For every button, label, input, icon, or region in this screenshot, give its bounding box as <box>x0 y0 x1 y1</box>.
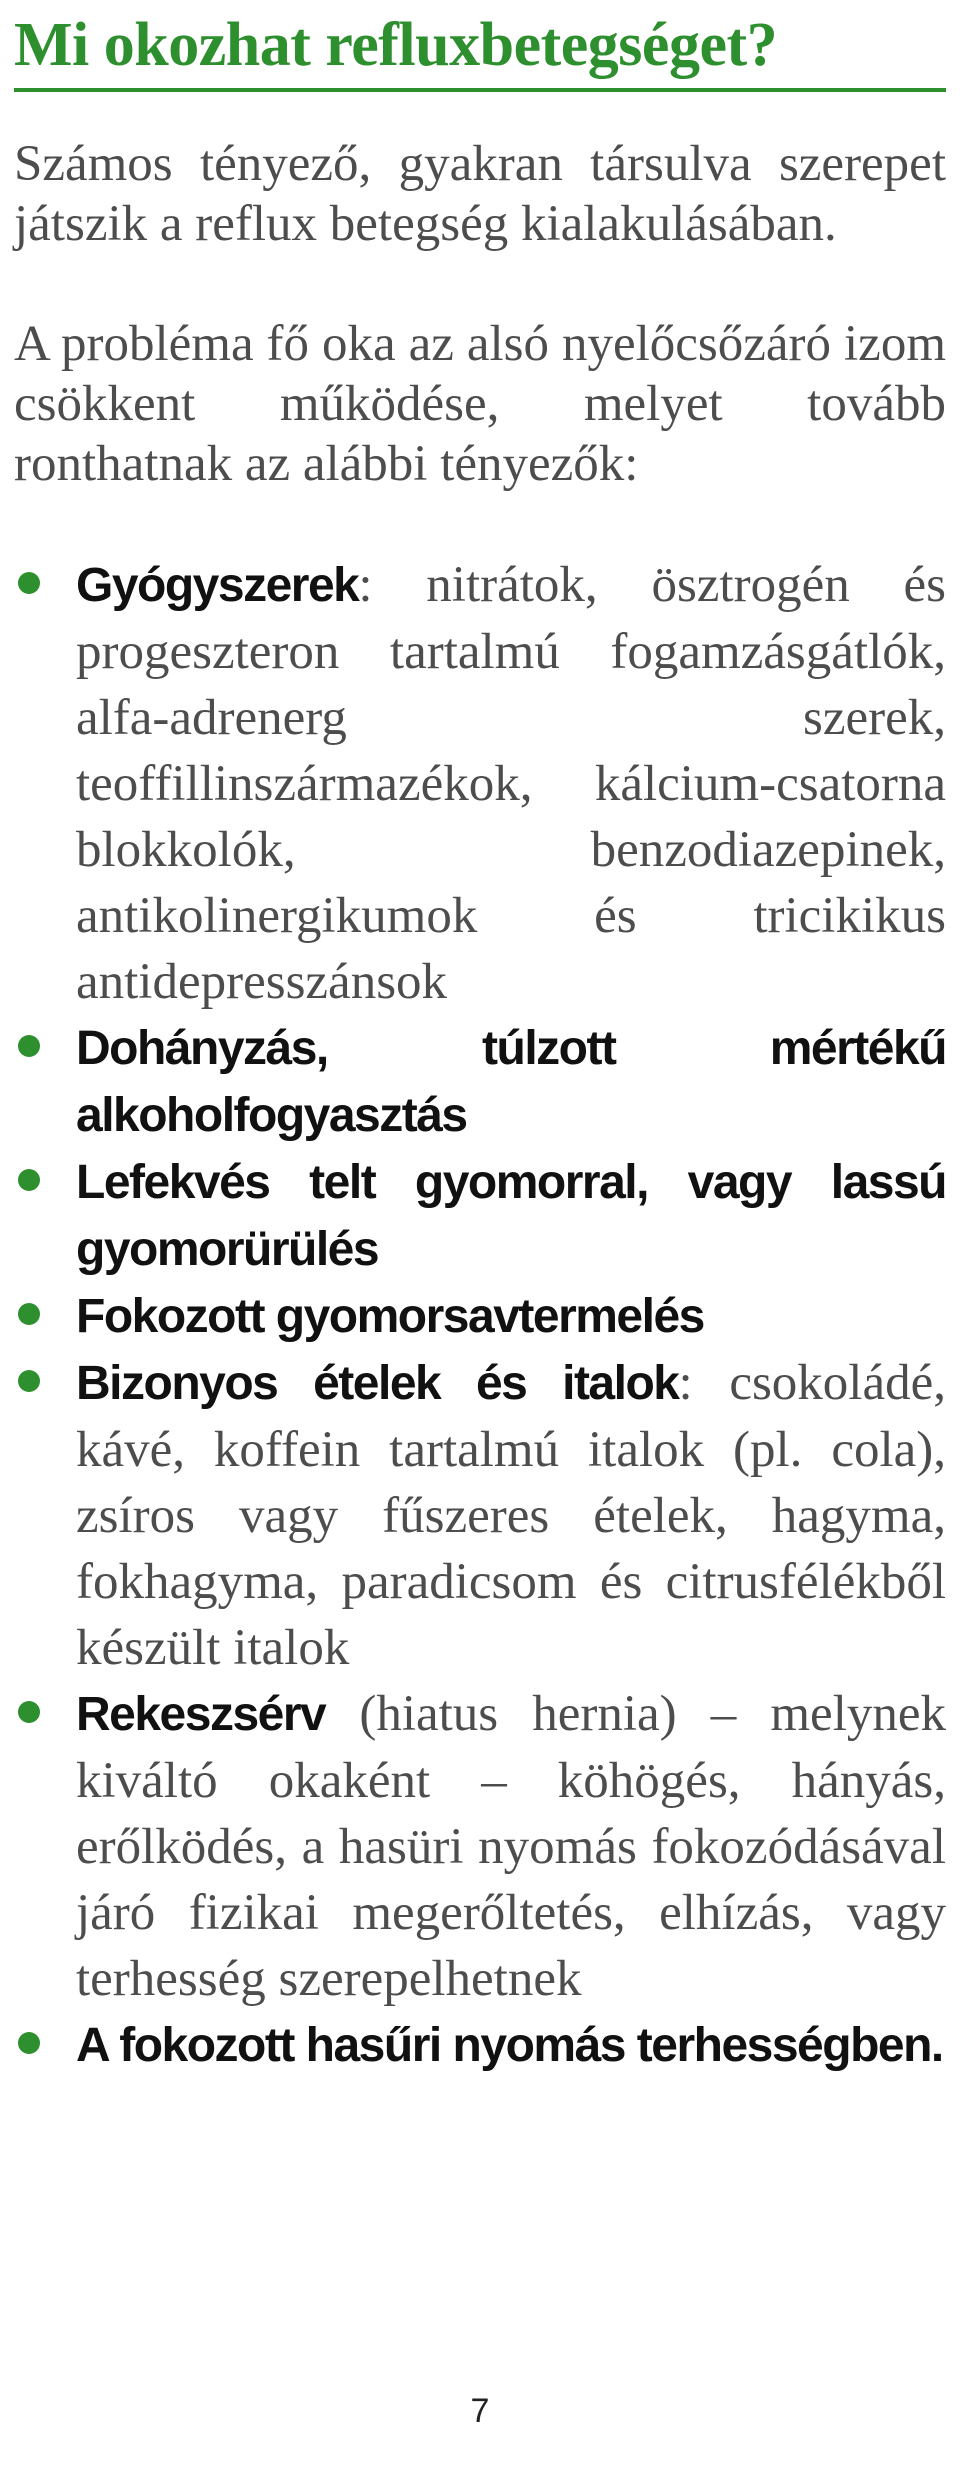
page-heading: Mi okozhat refluxbetegséget? <box>14 11 778 79</box>
list-item <box>14 1149 946 1283</box>
bullet-icon <box>18 1035 40 1057</box>
factor-term: Rekeszsérv <box>76 1688 326 1741</box>
factor-text: (hiatus hernia) – melynek kiváltó okaként – köhögés, hányás, erőlködés, a hasüri nyomás fokozódásával járó fizikai megerőltetés, elhízás, vagy terhesség szerepelhetnek <box>76 1686 946 2007</box>
bullet-icon <box>18 1169 40 1191</box>
intro-paragraph: Számos tényező, gyakran társulva szerepet játszik a reflux betegség kialakulásában. <box>14 136 946 252</box>
factor-term: A fokozott hasűri nyomás terhességben. <box>76 2019 943 2072</box>
list-item <box>14 1283 946 1350</box>
list-item <box>14 1681 946 2012</box>
factor-text: nitrátok, ösztrogén és progeszteron tartalmú fogamzásgátlók, alfa-adrenerg szerek, teoffillinszármazékok, kálcium-csatorna blokkolók, benzodiazepinek, antikolinergikumok és tricikikus antidepresszánsok <box>76 557 946 1010</box>
bullet-icon <box>18 1370 40 1392</box>
factor-term: Dohányzás, túlzott mértékű alkoholfogyasztás <box>76 1022 946 1142</box>
bullet-icon <box>18 572 40 594</box>
factor-term: Lefekvés telt gyomorral, vagy lassú gyomorürülés <box>76 1156 946 1276</box>
bullet-icon <box>18 1303 40 1325</box>
page-number: 7 <box>470 2392 490 2430</box>
factor-term: Bizonyos ételek és italok <box>76 1357 679 1410</box>
list-item <box>14 2012 946 2079</box>
bullet-icon <box>18 1701 40 1723</box>
bullet-icon <box>18 2032 40 2054</box>
factor-list <box>14 552 946 2079</box>
factor-separator: : <box>358 557 373 613</box>
factor-term: Gyógyszerek <box>76 559 359 612</box>
list-item <box>14 1350 946 1681</box>
list-item <box>14 552 946 1015</box>
factor-separator: : <box>678 1355 693 1411</box>
factor-text: csokoládé, kávé, koffein tartalmú italok (pl. cola), zsíros vagy fűszeres ételek, hagyma, fokhagyma, paradicsom és citrusfélékből készült italok <box>76 1355 946 1676</box>
cause-paragraph: A probléma fő oka az alsó nyelőcsőzáró izom csökkent működése, melyet tovább ronthatnak az alábbi tényezők: <box>14 316 946 492</box>
list-item <box>14 1015 946 1149</box>
heading-underline <box>14 88 946 92</box>
factor-term: Fokozott gyomorsavtermelés <box>76 1290 704 1343</box>
